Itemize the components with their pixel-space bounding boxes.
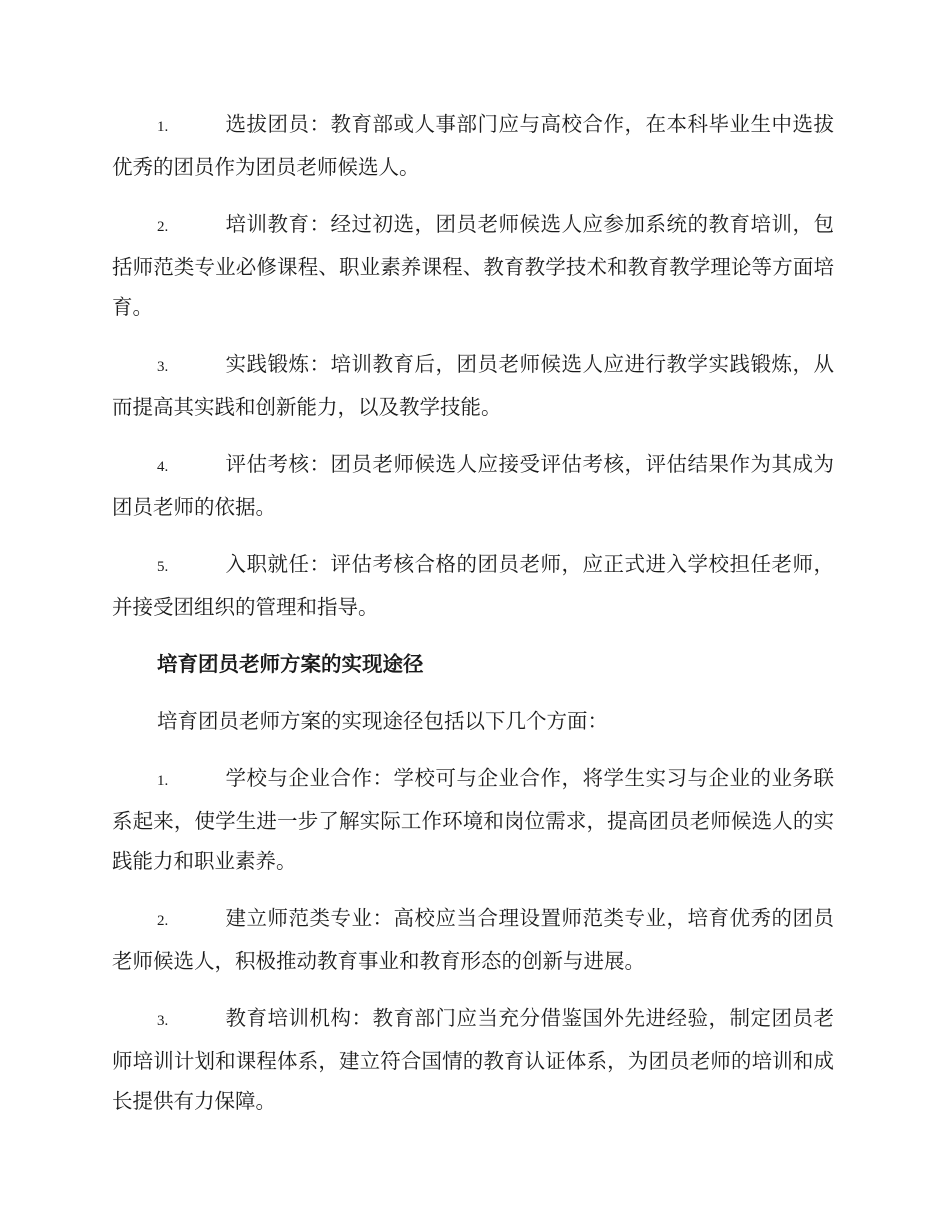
list-item-text: 选拔团员：教育部或人事部门应与高校合作，在本科毕业生中选拔优秀的团员作为团员老师候选人。 [112, 112, 834, 179]
list-item-text: 实践锻炼：培训教育后，团员老师候选人应进行教学实践锻炼，从而提高其实践和创新能力，以及教学技能。 [112, 352, 834, 419]
section-heading: 培育团员老师方案的实现途径 [157, 652, 424, 676]
list-number: 4. [157, 459, 169, 475]
list-number: 2. [157, 219, 169, 235]
list-item [112, 758, 834, 881]
list-item-text: 建立师范类专业：高校应当合理设置师范类专业，培育优秀的团员老师候选人，积极推动教育事业和教育形态的创新与进展。 [112, 906, 834, 973]
list-number: 1. [157, 119, 169, 135]
list-number: 5. [157, 559, 169, 575]
list-item-text: 教育培训机构：教育部门应当充分借鉴国外先进经验，制定团员老师培训计划和课程体系，建立符合国情的教育认证体系，为团员老师的培训和成长提供有力保障。 [112, 1006, 834, 1113]
list-item [112, 444, 834, 527]
list-item-text: 入职就任：评估考核合格的团员老师，应正式进入学校担任老师，并接受团组织的管理和指导。 [112, 552, 834, 619]
list-number: 2. [157, 913, 169, 929]
list-item [112, 998, 834, 1121]
list-item-text: 学校与企业合作：学校可与企业合作，将学生实习与企业的业务联系起来，使学生进一步了解实际工作环境和岗位需求，提高团员老师候选人的实践能力和职业素养。 [112, 766, 834, 873]
list-item-text: 评估考核：团员老师候选人应接受评估考核，评估结果作为其成为团员老师的依据。 [112, 452, 834, 519]
list-number: 1. [157, 773, 169, 789]
document-page [112, 104, 834, 1121]
list-number: 3. [157, 1013, 169, 1029]
section-intro: 培育团员老师方案的实现途径包括以下几个方面： [157, 709, 608, 733]
list-number: 3. [157, 359, 169, 375]
list-item [112, 104, 834, 187]
list-item [112, 344, 834, 427]
list-item [112, 204, 834, 327]
list-item [112, 544, 834, 627]
list-item-text: 培训教育：经过初选，团员老师候选人应参加系统的教育培训，包括师范类专业必修课程、职业素养课程、教育教学技术和教育教学理论等方面培育。 [112, 212, 834, 319]
list-item [112, 898, 834, 981]
